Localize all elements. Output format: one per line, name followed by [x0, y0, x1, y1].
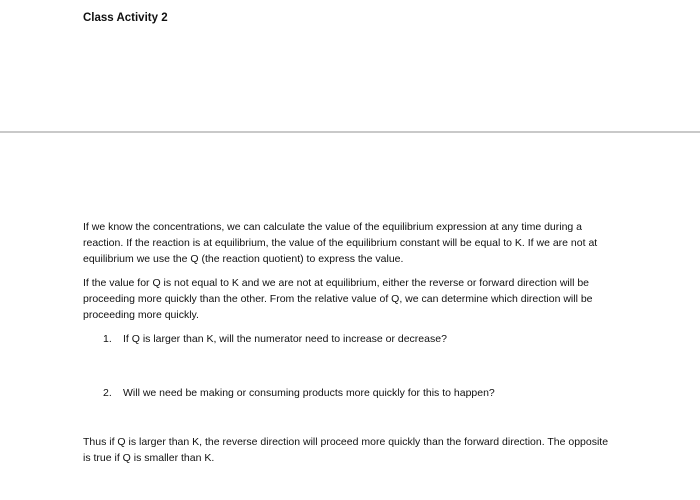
- question-list: [83, 331, 618, 401]
- intro-paragraph: If we know the concentrations, we can calculate the value of the equilibrium expression at any time during a reaction. If the reaction is at equilibrium, the value of the equilibrium constant will be equal to K. If we are not at equilibrium we use the Q (the reaction quotient) to express the value.: [83, 221, 598, 265]
- page-bottom: [0, 133, 700, 500]
- question-number: 1.: [103, 333, 112, 345]
- activity-content: [83, 219, 618, 474]
- page-top: [0, 0, 700, 131]
- activity-title: Class Activity 2: [83, 12, 168, 24]
- question-number: 2.: [103, 387, 112, 399]
- closing-paragraph: Thus if Q is larger than K, the reverse direction will proceed more quickly than the forward direction. The opposite is true if Q is smaller than K.: [83, 436, 609, 464]
- question-text: If Q is larger than K, will the numerator need to increase or decrease?: [123, 333, 447, 345]
- question-item: [83, 385, 618, 401]
- explanation-paragraph: If the value for Q is not equal to K and we are not at equilibrium, either the reverse or forward direction will be proceeding more quickly than the other. From the relative value of Q, we can determine which direction will be proceeding more quickly.: [83, 277, 593, 321]
- question-item: [83, 331, 618, 347]
- question-text: Will we need be making or consuming products more quickly for this to happen?: [123, 387, 495, 399]
